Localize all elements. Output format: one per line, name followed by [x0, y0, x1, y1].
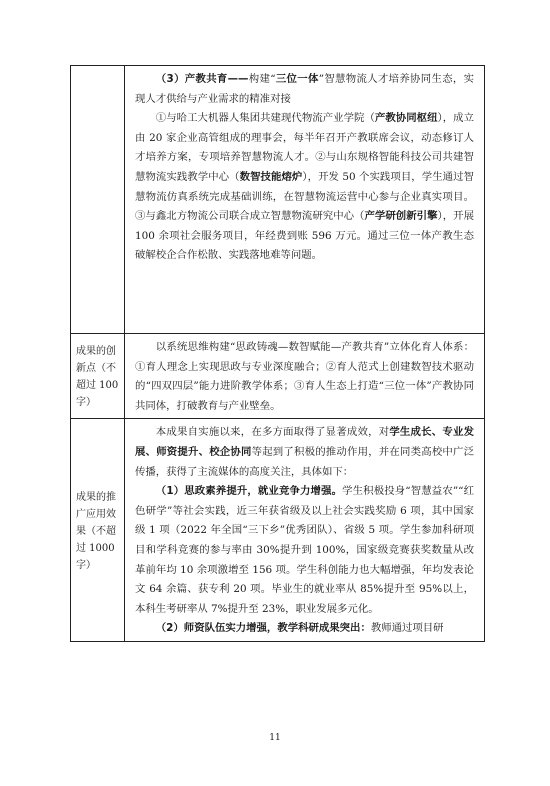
text-run: 等起到了积极的推动作用，并在同类高校中广泛传播，获得了主流媒体的高度关注，具体如下：	[135, 445, 475, 478]
text-run: ），开发 50 个实践项目，学生通过智慧物流仿真系统完成基础训练，在智慧物流运营中心参与企业真实项目。③与鑫北方物流公司联合成立智慧物流研究中心（	[135, 170, 474, 223]
paragraph	[135, 482, 474, 619]
text-run: 以系统思维构建“思政铸魂—数智赋能—产教共育”立体化育人体系：①育人理念上实现思政与专业深度融合；②育人范式上创建数智技术驱动的“四双四层”能力进阶教学体系；③育人生态上打造“三位一体”产教协同共同体，打破教育与产业壁垒。	[135, 341, 474, 412]
paragraph	[135, 423, 474, 482]
bold-text: 产教共育——	[184, 73, 249, 85]
text-run: 学生积极投身“智慧益农”“红色研学”等社会实践，近三年获省级及以上社会实践奖励 6 项，其中国家级 1 项（2022 年全国“三下乡”优秀团队）、省级 5 项。学生参加科研项目和学科竞赛的参与率由 30%提升到 100%，国家级竞赛获奖数量从改革前年均 10 余项激增至 156 项。学生科创能力也大幅增强，年均发表论文 64 余篇、获专利 20 项。毕业生的就业率从 85%提升至 95%以上，本科生考研率从 7%提升至 23%，职业发展多元化。	[135, 485, 474, 615]
text-run: ），开展 100 余项社会服务项目，年经费到账 596 万元。通过三位一体产教生态破解校企合作松散、实践落地难等问题。	[135, 210, 474, 262]
row-label	[71, 66, 125, 334]
row-content	[125, 419, 485, 642]
page-number: 11	[269, 733, 281, 743]
text-run: ①与哈工大机器人集团共建现代物流产业学院（	[155, 112, 375, 125]
table-row	[71, 334, 485, 419]
bold-text: （2）师资队伍实力增强，教学科研成果突出：	[155, 622, 371, 635]
text-run: ），成立由 20 家企业高管组成的理事会，每半年召开产教联席会议，动态修订人才培养方案，专项培养智慧物流人才。②与山东规格智能科技公司共建智慧物流实践教学中心（	[135, 112, 475, 183]
table-row	[71, 419, 485, 642]
row-label: 成果的推广应用效果（不超过 1000 字）	[71, 419, 125, 642]
text-run: ”智慧物流人才培养协同生态，实现人才供给与产业需求的精准对接	[135, 73, 475, 105]
row-label: 成果的创新点（不超过 100 字）	[71, 334, 125, 419]
row-content	[125, 334, 485, 419]
bold-text: （1）思政素养提升，就业竞争力增强。	[155, 485, 343, 498]
paragraph	[135, 338, 474, 416]
bold-text: 学生成长、专业发展、师资提升、校企协同	[135, 426, 475, 458]
paragraph	[135, 70, 474, 109]
bold-text: 产教协同枢纽	[374, 112, 438, 125]
table-row	[71, 66, 485, 334]
row-content	[125, 66, 485, 334]
bold-text: 产学研创新引擎	[364, 210, 438, 223]
bold-text: 数智技能熔炉	[239, 170, 303, 183]
bold-text: （3）	[155, 73, 185, 85]
paragraph	[135, 109, 474, 266]
text-run: 构建“	[248, 73, 276, 85]
text-run: 教师通过项目研	[370, 622, 444, 635]
paragraph	[135, 619, 474, 639]
achievement-table	[70, 65, 485, 642]
text-run: 本成果自实施以来，在多方面取得了显著成效，对	[155, 426, 390, 439]
bold-text: 三位一体	[275, 73, 319, 85]
